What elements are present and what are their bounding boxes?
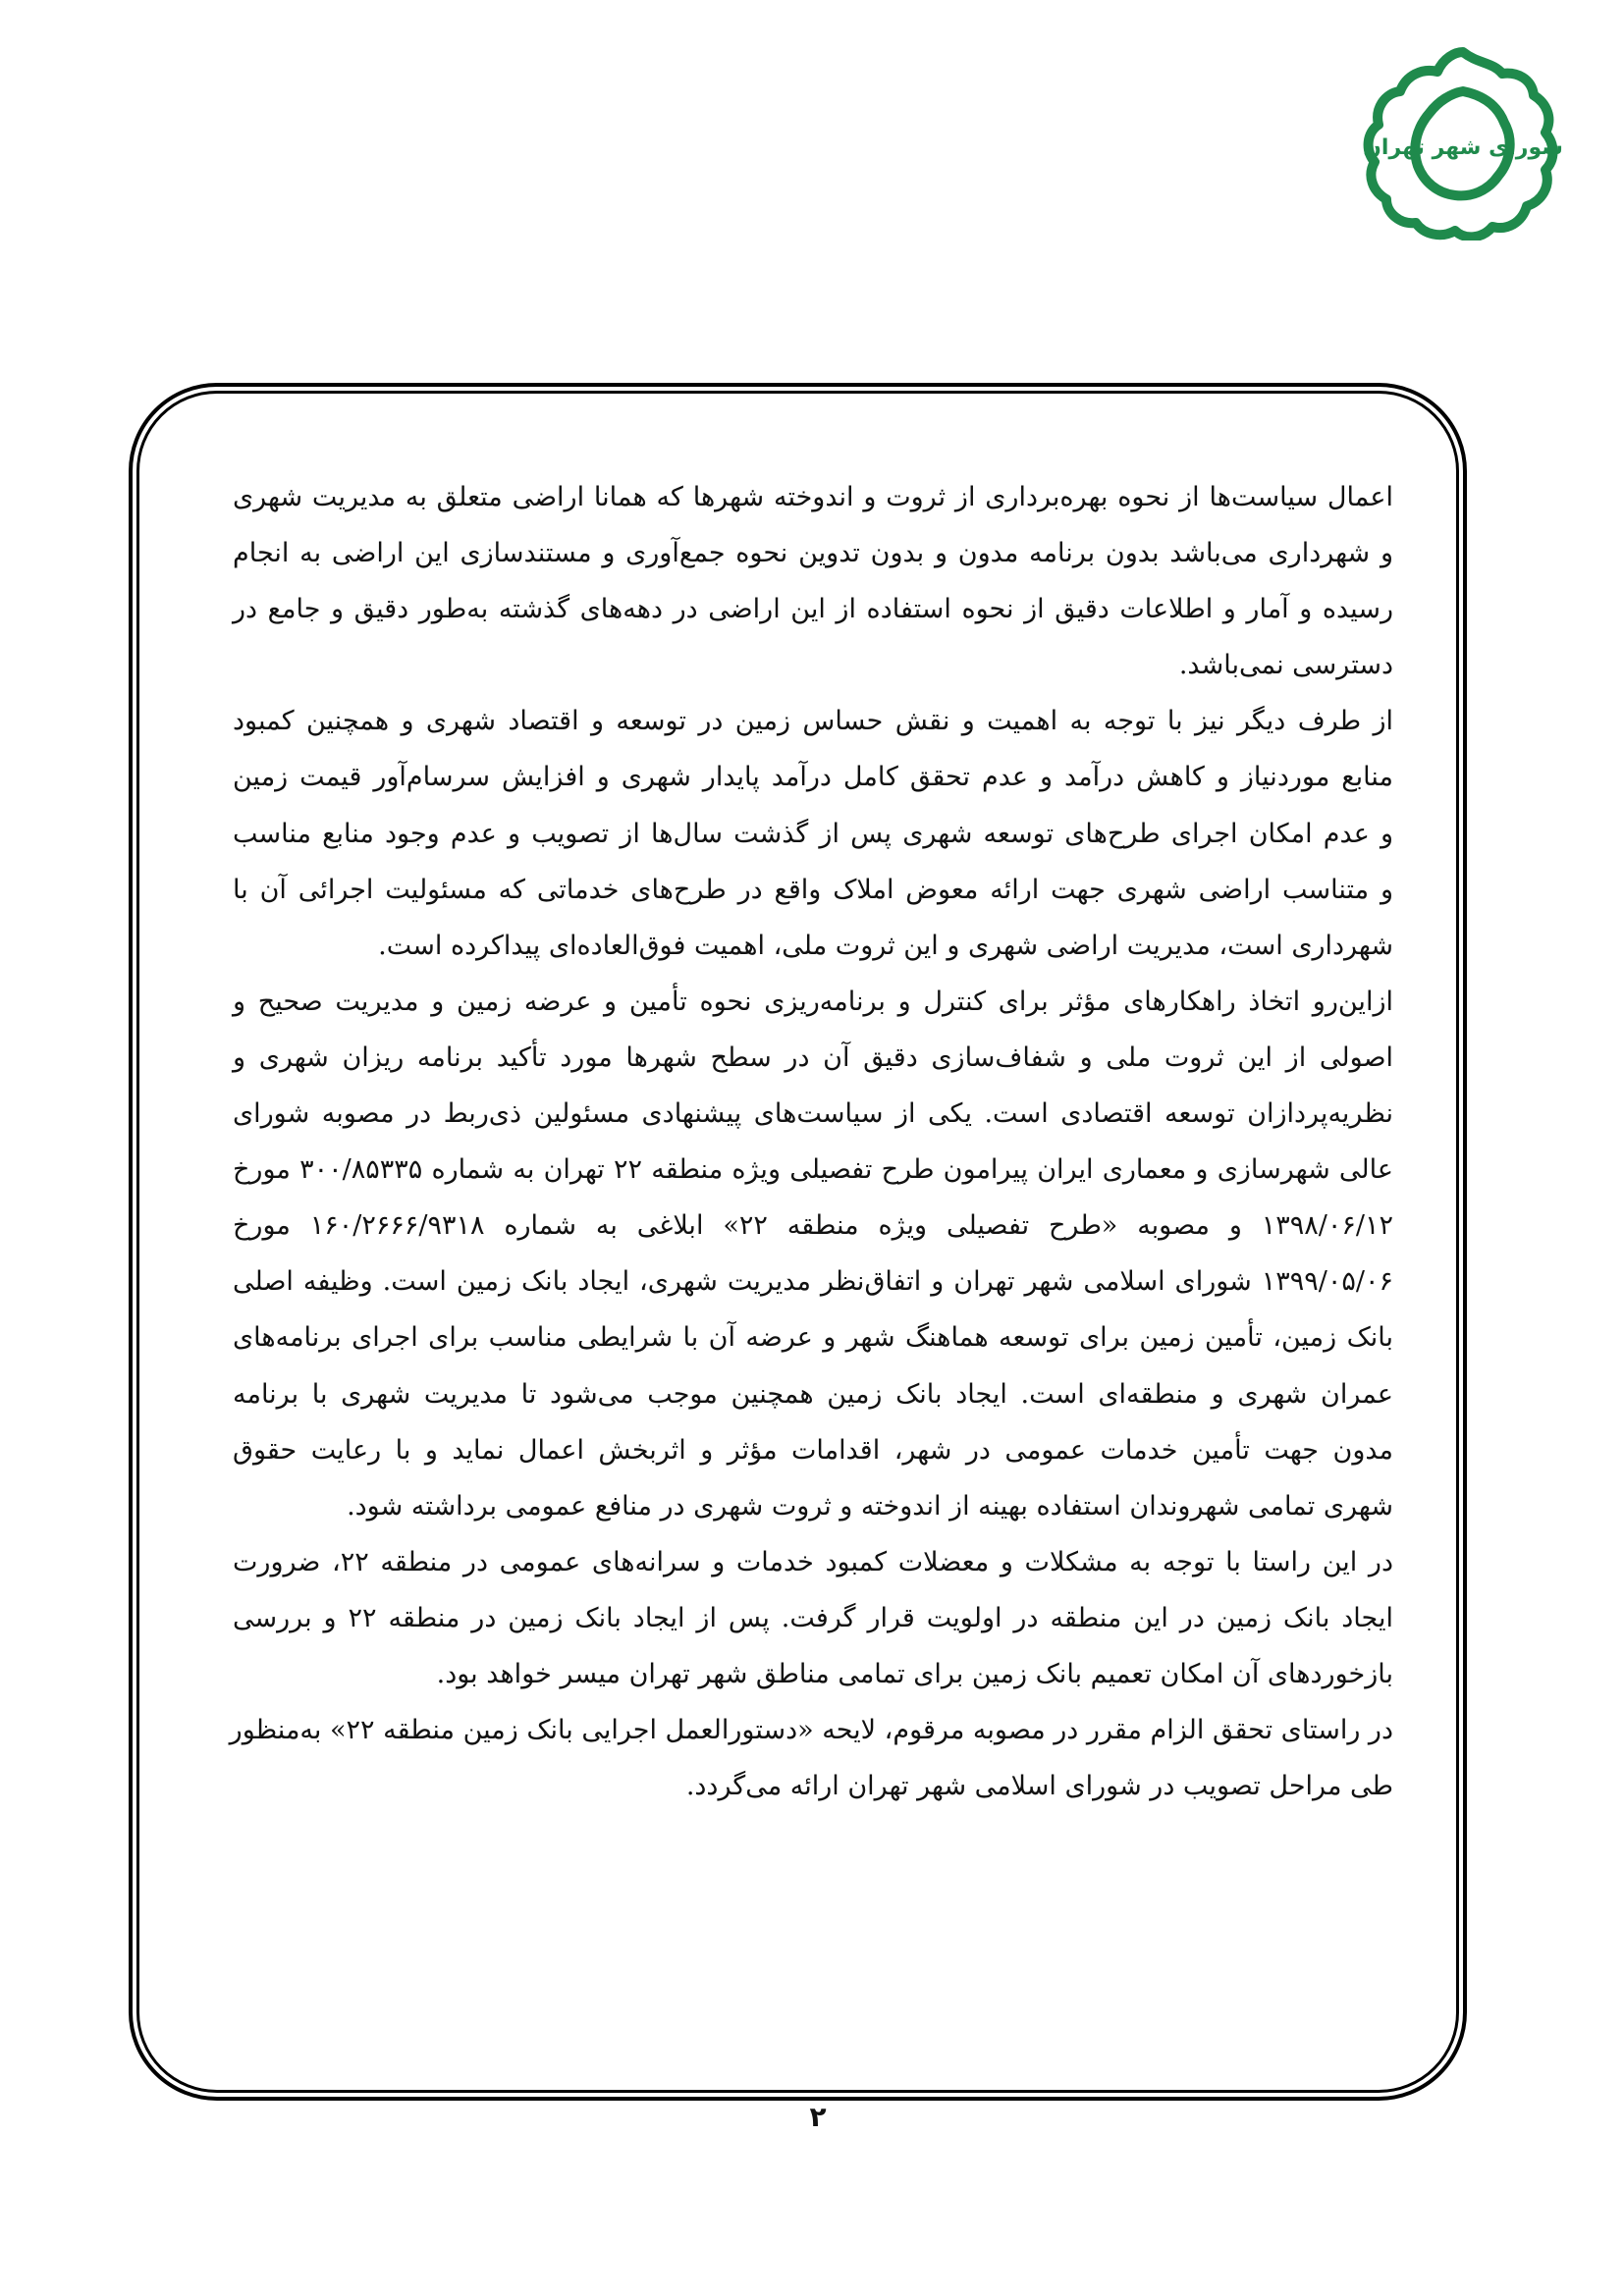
text-line: ازاین‌رو اتخاذ راهکارهای مؤثر برای کنترل و برنامه‌ریزی نحوه تأمین و عرضه زمین و مدیریت صحیح و (233, 986, 1393, 1017)
text-line: عالی شهرسازی و معماری ایران پیرامون طرح تفصیلی ویژه منطقه ۲۲ تهران به شماره ۳۰۰/۸۵۳۳۵ مورخ (233, 1154, 1393, 1186)
paragraph (233, 693, 1393, 973)
text-line: و شهرداری می‌باشد بدون برنامه مدون و بدون تدوین نحوه جمع‌آوری و مستندسازی این اراضی به انجام (233, 538, 1393, 569)
text-line: ایجاد بانک زمین در این منطقه در اولویت قرار گرفت. پس از ایجاد بانک زمین در منطقه ۲۲ و بررسی (233, 1602, 1393, 1633)
document-body (229, 469, 1393, 1814)
page-number: ۲ (809, 2101, 827, 2133)
text-line: و متناسب اراضی شهری جهت ارائه معوض املاک واقع در طرح‌های خدماتی که مسئولیت اجرائی آن با (233, 874, 1393, 905)
text-line: از طرف دیگر نیز با توجه به اهمیت و نقش حساس زمین در توسعه و اقتصاد شهری و همچنین کمبود (233, 706, 1393, 737)
emblem-calligraphy: شورای شهر تهران (1363, 135, 1563, 160)
text-line: عمران شهری و منطقه‌ای است. ایجاد بانک زمین همچنین موجب می‌شود تا مدیریت شهری با برنامه (233, 1378, 1393, 1410)
text-line: بانک زمین، تأمین زمین برای توسعه هماهنگ شهر و عرضه آن با شرایطی مناسب برای اجرای برنامه‌های (233, 1322, 1393, 1354)
text-line: دسترسی نمی‌باشد. (1178, 650, 1393, 681)
text-line: نظریه‌پردازان توسعه اقتصادی است. یکی از سیاست‌های پیشنهادی مسئولین ذی‌ربط در مصوبه شورای (233, 1098, 1393, 1130)
text-line: و عدم امکان اجرای طرح‌های توسعه شهری پس از گذشت سال‌ها از تصویب و عدم وجود منابع مناسب (233, 818, 1393, 849)
text-line: اعمال سیاست‌ها از نحوه بهره‌برداری از ثروت و اندوخته شهرها که همانا اراضی متعلق به مدیریت شهری (233, 482, 1393, 512)
text-line: ۱۳۹۸/۰۶/۱۲ و مصوبه «طرح تفصیلی ویژه منطقه ۲۲» ابلاغی به شماره ۱۶۰/۲۶۶۶/۹۳۱۸ مورخ (233, 1210, 1393, 1242)
tehran-city-council-emblem-icon (1345, 44, 1581, 240)
text-line: شهری تمامی شهروندان استفاده بهینه از اندوخته و ثروت شهری در منافع عمومی برداشته شود. (347, 1490, 1393, 1522)
text-line: اصولی از این ثروت ملی و شفاف‌سازی دقیق آن در سطح شهرها مورد تأکید برنامه ریزان شهری و (233, 1041, 1393, 1073)
text-line: ۱۳۹۹/۰۵/۰۶ شورای اسلامی شهر تهران و اتفاق‌نظر مدیریت شهری، ایجاد بانک زمین است. وظیفه اصلی (233, 1266, 1393, 1298)
text-line: طی مراحل تصویب در شورای اسلامی شهر تهران ارائه می‌گردد. (685, 1771, 1393, 1802)
tehran-city-council-logo (1345, 44, 1581, 240)
text-line: در راستای تحقق الزام مقرر در مصوبه مرقوم، لایحه «دستورالعمل اجرایی بانک زمین منطقه ۲۲» به‌منظور (229, 1715, 1393, 1746)
text-line: در این راستا با توجه به مشکلات و معضلات کمبود خدمات و سرانه‌های عمومی در منطقه ۲۲، ضرورت (233, 1546, 1393, 1577)
text-line: شهرداری است، مدیریت اراضی شهری و این ثروت ملی، اهمیت فوق‌العاده‌ای پیداکرده است. (378, 930, 1393, 961)
paragraph (233, 1534, 1393, 1702)
paragraph (233, 469, 1393, 693)
paragraph (229, 1702, 1393, 1814)
text-line: بازخوردهای آن امکان تعمیم بانک زمین برای تمامی مناطق شهر تهران میسر خواهد بود. (436, 1658, 1393, 1689)
text-line: رسیده و آمار و اطلاعات دقیق از نحوه استفاده از این اراضی در دهه‌های گذشته به‌طور دقیق و جامع در (233, 594, 1393, 625)
text-line: منابع موردنیاز و کاهش درآمد و عدم تحقق کامل درآمد پایدار شهری و افزایش سرسام‌آور قیمت زمین (233, 762, 1393, 793)
paragraph (233, 974, 1393, 1534)
text-line: مدون جهت تأمین خدمات عمومی در شهر، اقدامات مؤثر و اثربخش اعمال نماید و با رعایت حقوق (233, 1434, 1393, 1466)
